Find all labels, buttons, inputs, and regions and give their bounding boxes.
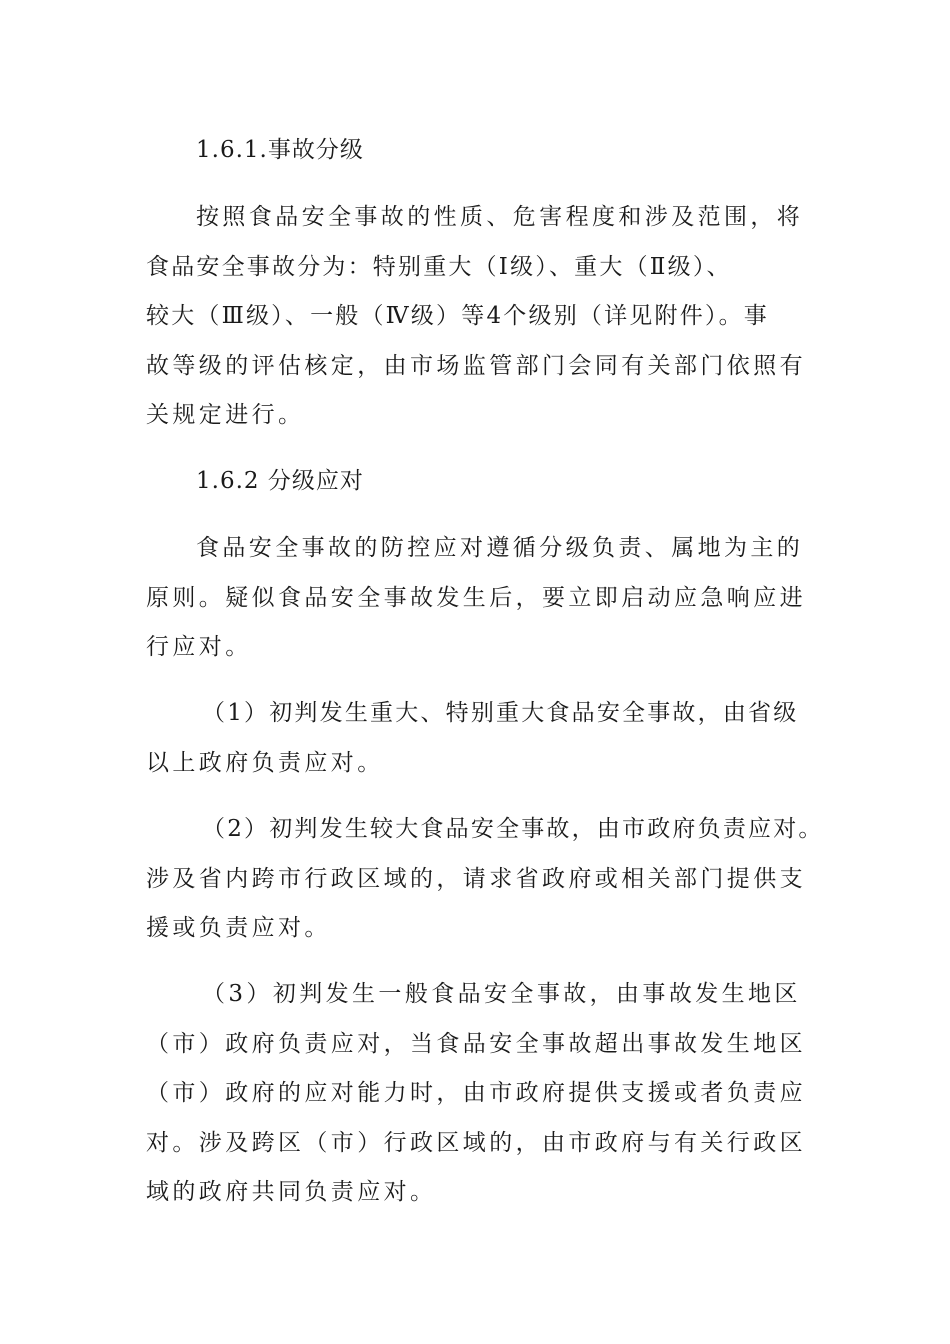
paragraph-line: 按照食品安全事故的性质、危害程度和涉及范围，将 <box>196 204 804 230</box>
section-heading-1-6-1: 1.6.1.事故分级 <box>196 137 364 163</box>
paragraph-line: （市）政府负责应对，当食品安全事故超出事故发生地区 <box>146 1031 806 1057</box>
paragraph-line: 涉及省内跨市行政区域的，请求省政府或相关部门提供支 <box>146 866 806 892</box>
paragraph-line: 以上政府负责应对。 <box>146 750 384 776</box>
paragraph-line: 域的政府共同负责应对。 <box>146 1179 437 1205</box>
paragraph-line: （市）政府的应对能力时，由市政府提供支援或者负责应 <box>146 1080 806 1106</box>
paragraph-line: 关规定进行。 <box>146 402 305 428</box>
paragraph-line: （2）初判发生较大食品安全事故，由市政府负责应对。 <box>202 816 824 842</box>
paragraph-line: 援或负责应对。 <box>146 915 331 941</box>
paragraph-line: （1）初判发生重大、特别重大食品安全事故，由省级 <box>202 700 799 726</box>
paragraph-line: （3）初判发生一般食品安全事故，由事故发生地区 <box>202 981 801 1007</box>
paragraph-line: 对。涉及跨区（市）行政区域的，由市政府与有关行政区 <box>146 1130 806 1156</box>
paragraph-line: 较大（Ⅲ级）、一般（Ⅳ级）等4个级别（详见附件）。事 <box>146 303 769 329</box>
paragraph-line: 行应对。 <box>146 634 252 660</box>
paragraph-line: 故等级的评估核定，由市场监管部门会同有关部门依照有 <box>146 353 806 379</box>
section-heading-1-6-2: 1.6.2 分级应对 <box>196 468 364 494</box>
paragraph-line: 食品安全事故分为：特别重大（Ⅰ级）、重大（Ⅱ级）、 <box>146 254 732 280</box>
paragraph-line: 原则。疑似食品安全事故发生后，要立即启动应急响应进 <box>146 585 806 611</box>
paragraph-line: 食品安全事故的防控应对遵循分级负责、属地为主的 <box>196 535 804 561</box>
